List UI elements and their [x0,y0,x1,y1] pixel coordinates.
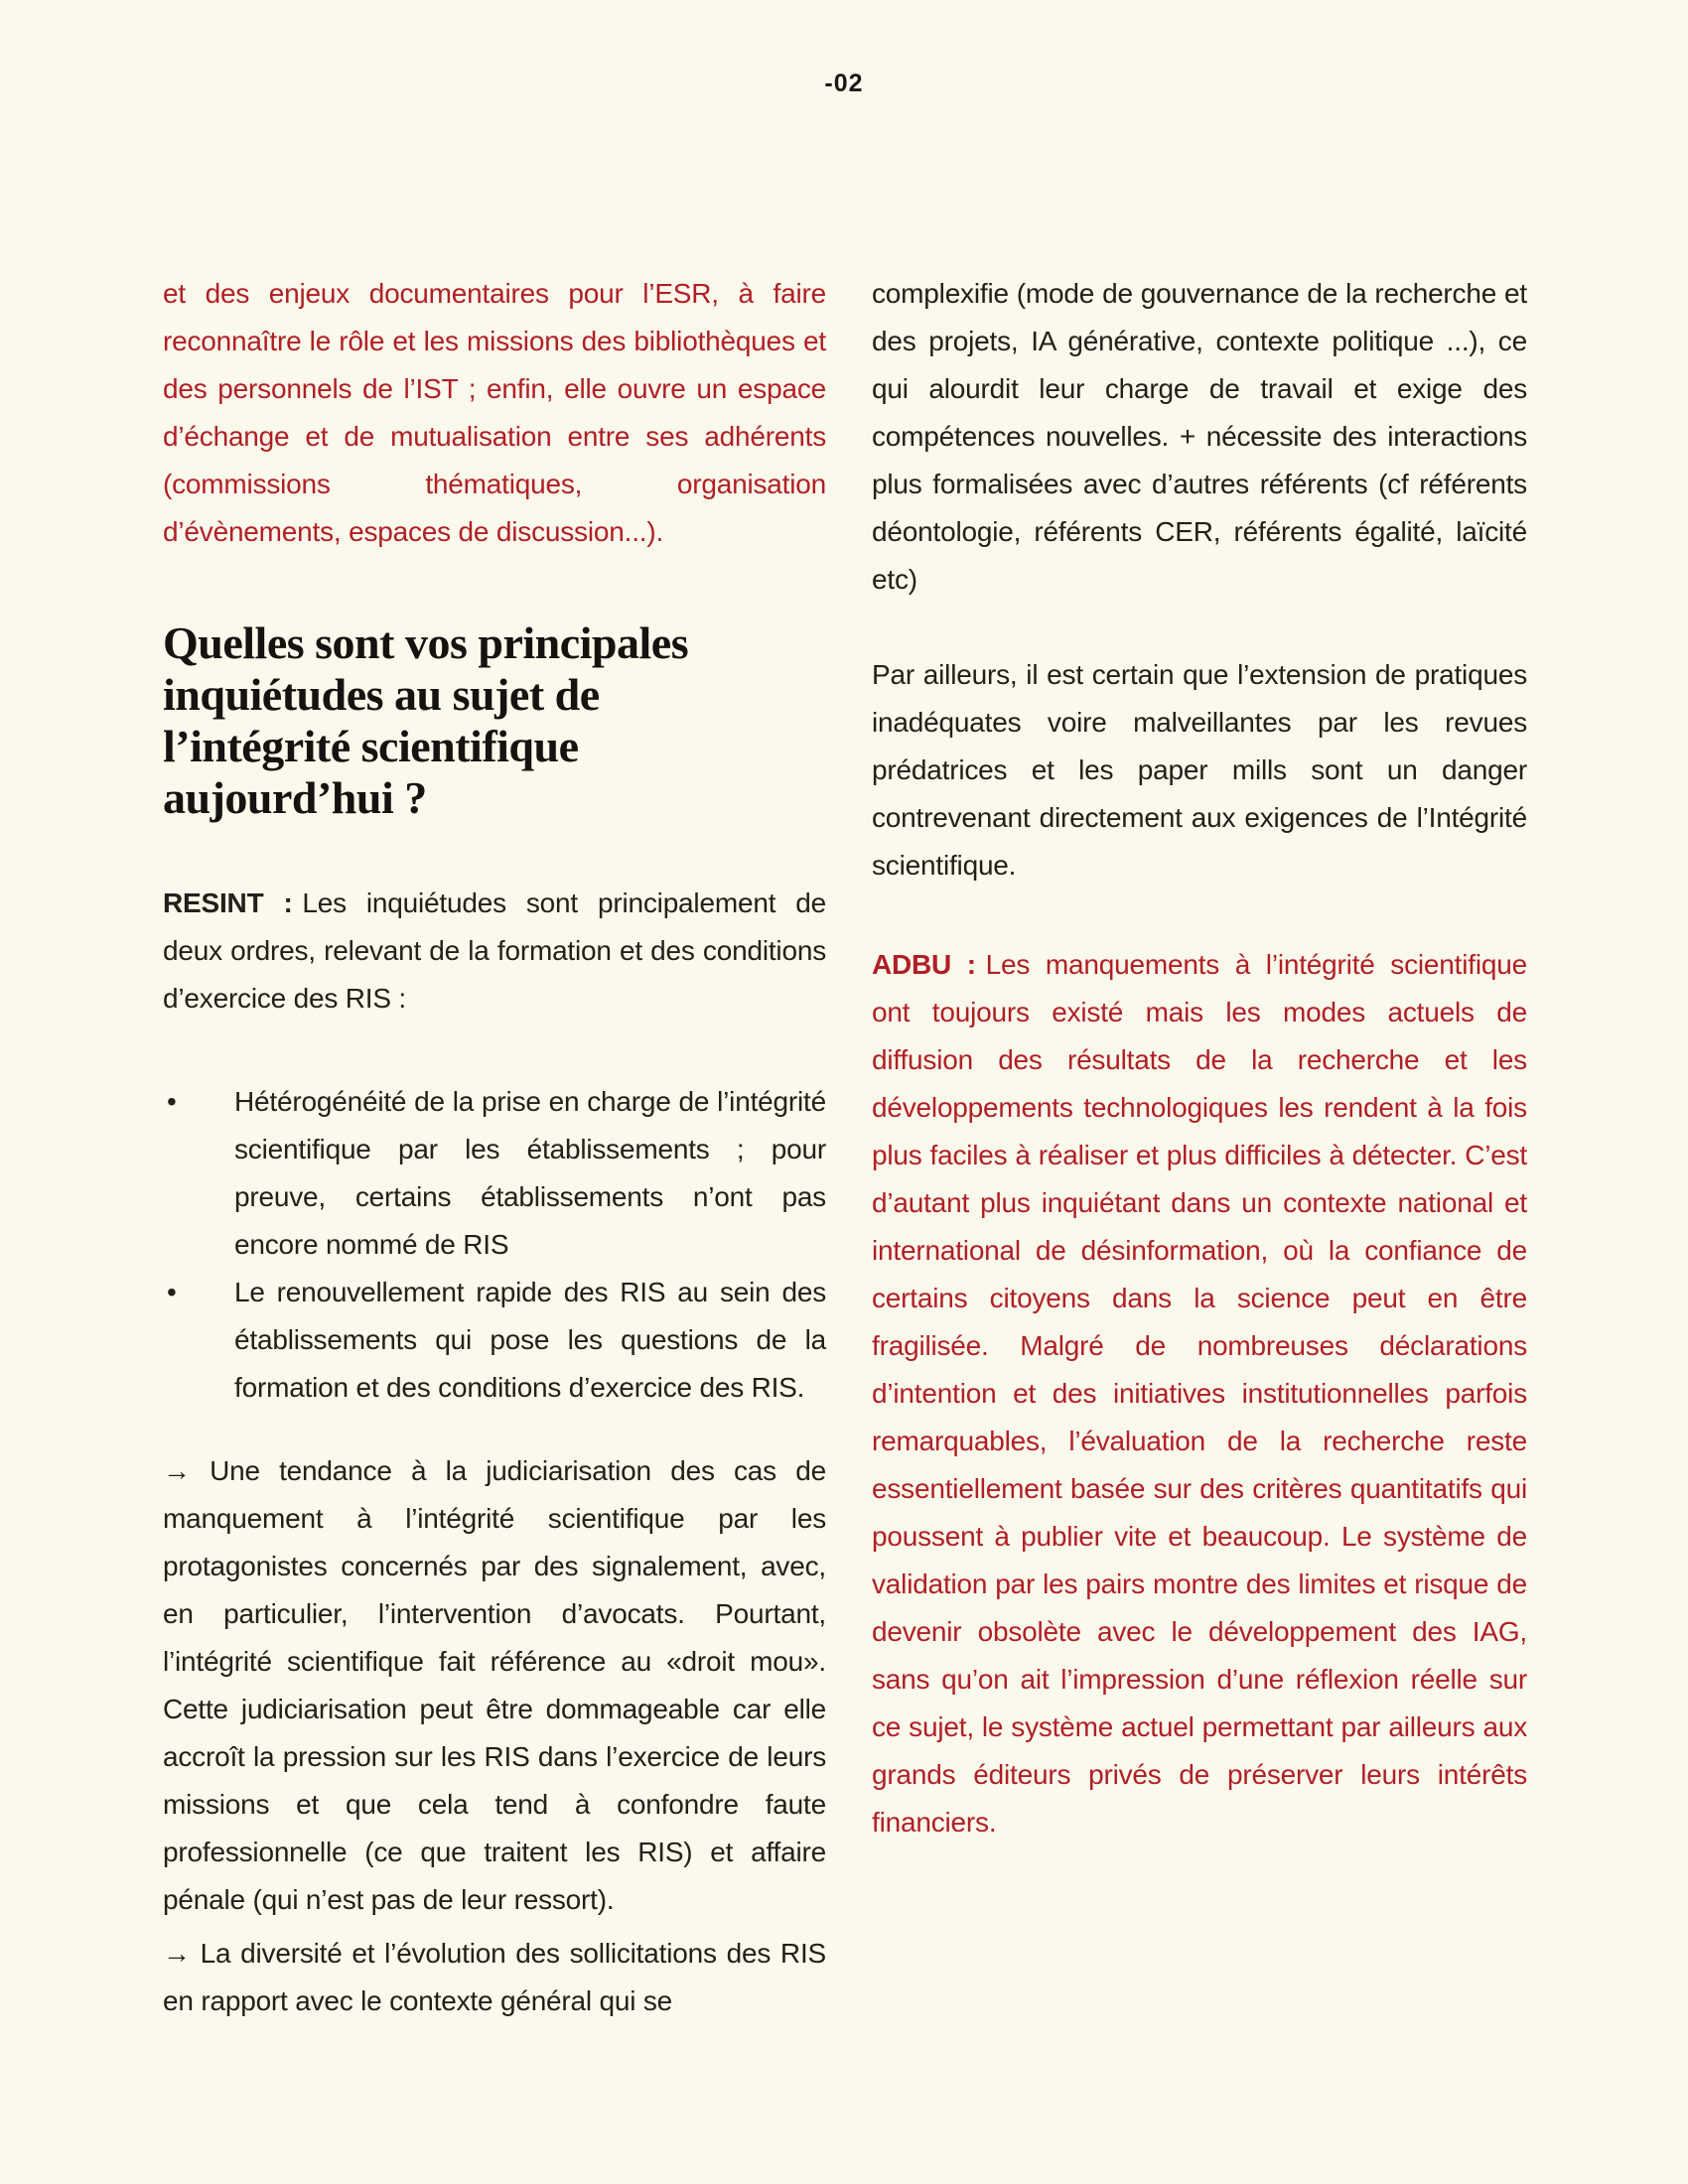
resint-paragraph [163,880,826,1023]
bullet-icon: • [167,1086,177,1117]
adbu-paragraph [872,941,1527,1846]
list-item-text: Le renouvellement rapide des RIS au sein des établissements qui pose les questions de la formation et des conditions d’exercice des RIS. [234,1277,826,1403]
arrow-paragraph-diversite: → La diversité et l’évolution des sollicitations des RIS en rapport avec le contexte général qui se [163,1938,826,2016]
list-item [163,1269,826,1412]
page-number: -02 [824,69,864,97]
right-column [872,270,1527,1846]
bullet-icon: • [167,1277,177,1307]
heading-line: aujourd’hui ? [163,772,427,823]
resint-label: RESINT : [163,887,293,918]
left-column [163,270,826,2025]
intro-paragraph: et des enjeux documentaires pour l’ESR, à faire reconnaître le rôle et les missions des bibliothèques et des personnels de l’IST ; enfin, elle ouvre un espace d’échange et de mutualisation entre ses adhérents (commissions thématiques, organisation d’évènements, espaces de discussion...). [163,278,826,547]
heading-line: Quelles sont vos principales [163,617,689,668]
list-item [163,1078,826,1269]
resint-text: Les inquiétudes sont principalement de deux ordres, relevant de la formation et des conditions d’exercice des RIS : [163,887,826,1014]
section-heading [163,617,826,824]
paragraph-par-ailleurs: Par ailleurs, il est certain que l’extension de pratiques inadéquates voire malveillantes par les revues prédatrices et les paper mills sont un danger contrevenant directement aux exigences de l’Intégrité scientifique. [872,659,1527,881]
list-item-text: Hétérogénéité de la prise en charge de l’intégrité scientifique par les établissements ; pour preuve, certains établissements n’ont pas encore nommé de RIS [234,1086,826,1260]
heading-line: l’intégrité scientifique [163,721,579,771]
arrow-paragraph-judiciarisation: → Une tendance à la judiciarisation des cas de manquement à l’intégrité scientifique par les protagonistes concernés par des signalement, avec, en particulier, l’intervention d’avocats. Pourtant, l’intégrité scientifique fait référence au «droit mou». Cette judiciarisation peut être dommageable car elle accroît la pression sur les RIS dans l’exercice de leurs missions et que cela tend à confondre faute professionnelle (ce que traitent les RIS) et affaire pénale (qui n’est pas de leur ressort). [163,1455,826,1915]
paragraph-complexifie: complexifie (mode de gouvernance de la recherche et des projets, IA générative, contexte politique ...), ce qui alourdit leur charge de travail et exige des compétences nouvelles. + nécessite des interactions plus formalisées avec d’autres référents (cf référents déontologie, référents CER, référents égalité, laïcité etc) [872,278,1527,595]
adbu-text: Les manquements à l’intégrité scientifique ont toujours existé mais les modes actuels de diffusion des résultats de la recherche et les développements technologiques les rendent à la fois plus faciles à réaliser et plus difficiles à détecter. C’est d’autant plus inquiétant dans un contexte national et international de désinformation, où la confiance de certains citoyens dans la science peut en être fragilisée. Malgré de nombreuses déclarations d’intention et des initiatives institutionnelles parfois remarquables, l’évaluation de la recherche reste essentiellement basée sur des critères quantitatifs qui poussent à publier vite et beaucoup. Le système de validation par les pairs montre des limites et risque de devenir obsolète avec le développement des IAG, sans qu’on ait l’impression d’une réflexion réelle sur ce sujet, le système actuel permettant par ailleurs aux grands éditeurs privés de préserver leurs intérêts financiers. [872,949,1527,1838]
bullet-list [163,1078,826,1412]
heading-line: inquiétudes au sujet de [163,669,600,720]
adbu-label: ADBU : [872,949,976,980]
